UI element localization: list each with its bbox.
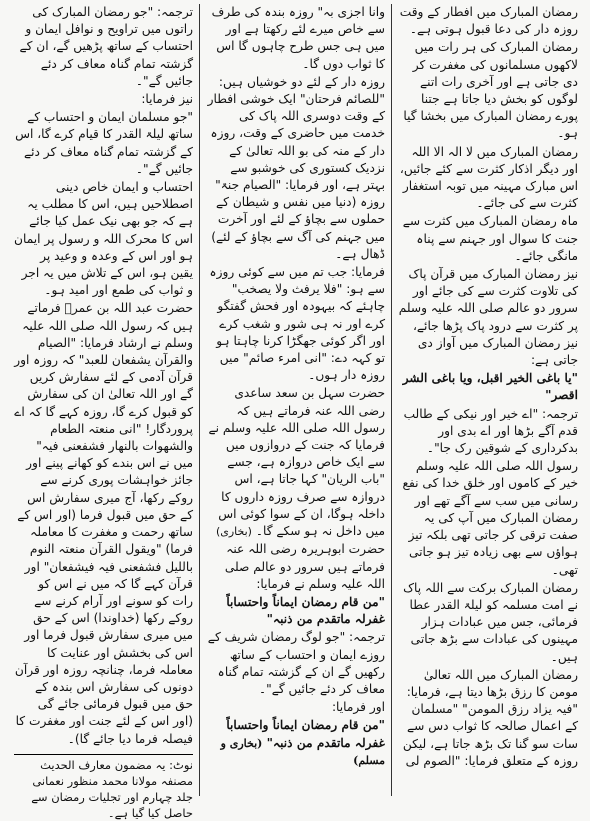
translation: ترجمہ: "اے خیر اور نیکی کے طالب قدم آگے بڑھا اور اے بدی اور بدکرداری کے شوقین رک جا"۔ [403,406,578,456]
paragraph: "جو مسلمان ایمان و احتساب کے ساتھ لیلۃ القدر کا قیام کرے گا، اس کے گزشتہ تمام گناہ معاف کر دئے جائیں گے"۔ [15,110,193,176]
paragraph: نیز رمضان المبارک میں قرآن پاک کی تلاوت کثرت سے کی جائے اور سرور دو عالم صلی اللہ علیہ وسلم پر کثرت سے درود پاک پڑھا جائے، نیز رمضان المبارک میں آواز دی جاتی ہے: [398,267,578,368]
column-middle [200,4,392,796]
reference-label: (بخاری و مسلم) [220,736,385,767]
paragraph: احتساب و ایمان خاص دینی اصطلاحیں ہیں، اس کا مطلب یہ ہے کہ جو بھی نیک عمل کیا جائے اس کا محرک اللہ و رسول پر ایمان ہو اور اس کے وعدہ و وعید پر یقین ہو، اس کے تلاش میں یہ اجر و ثواب کی طمع اور امید ہو۔ [14,180,193,298]
paragraph-text: حضرت سہل بن سعد ساعدی رضی اللہ عنہ فرماتے ہیں کہ رسول اللہ صلی اللہ علیہ وسلم نے فرمایا کہ جنت کے دروازوں میں سے ایک خاص دروازہ ہے، جسے "باب الریان" کہا جاتا ہے، اس دروازہ سے صرف روزہ داروں کا داخلہ ہوگا، ان کے سوا کوئی اس میں داخل نہ ہو سکے گا۔ [208,386,385,539]
paragraph: رمضان المبارک میں لا الہ الا اللہ اور دیگر اذکار کثرت سے کئے جائیں، اس مبارک مہینہ میں توبہ استغفار کثرت سے کی جائے۔ [399,144,578,211]
paragraph [206,385,385,540]
translation: ترجمہ: "جو لوگ رمضان شریف کے روزے ایمان و احتساب کے ساتھ رکھیں گے ان کے گزشتہ تمام گناہ معاف کر دئے جائیں گے"۔ [207,630,385,696]
paragraph: رمضان المبارک میں افطار کے وقت روزہ دار کی دعا قبول ہوتی ہے۔ [399,5,578,37]
paragraph: حضرت عبد اللہ بن عمرؓ فرماتے ہیں کہ رسول اللہ صلی اللہ علیہ وسلم نے ارشاد فرمایا: "الصیام والقرآن یشفعان للعبد" کہ روزہ اور قرآن آدمی کے لئے سفارش کریں گے اور اللہ تعالیٰ ان کی سفارش کو قبول کرے گا، روزہ کہے گا کہ اے پروردگار! "انی منعتہ الطعام والشھوات بالنھار فشفعنی فیہ" میں نے اس بندے کو کھانے پینے اور جائز خواہشات پوری کرنے سے روکے رکھا، آج میری سفارش اس کے حق میں قبول فرما (اور اس کے ساتھ رحمت و مغفرت کا معاملہ فرما) "ویقول القرآن منعتہ النوم باللیل فشفعنی فیہ فیشفعان" اور قرآن کہے گا کہ میں نے اس کو رات کو سونے اور آرام کرنے سے روکے رکھا (خداوندا) اس کے حق میں میری سفارش قبول فرما اور اس کی بخشش اور عنایت کا معاملہ فرما، چنانچہ روزہ اور قرآن دونوں کی سفارش اس بندہ کے حق میں قبول فرمائی جائے گی (اور اس کے لئے جنت اور مغفرت کا فیصلہ فرما دیا جائے گا)۔ [14,301,193,746]
paragraph: روزہ دار کے لئے دو خوشیاں ہیں: "للصائم فرحتان" ایک خوشی افطار کے وقت دوسری اللہ پاک کی خدمت میں حاضری کے وقت، روزہ دار کے منہ کی بو اللہ تعالیٰ کے نزدیک کستوری کی خوشبو سے بہتر ہے، اور فرمایا: "الصیام جنۃ" روزہ (دنیا میں نفس و شیطان کے حملوں سے بچاؤ کے لئے اور آخرت میں جہنم کی آگ سے بچاؤ کے لئے) ڈھال ہے۔ [207,74,385,261]
translation: ترجمہ: "جو رمضان المبارک کی راتوں میں تراویح و نوافل ایمان و احتساب کے ساتھ پڑھیں گے، ان کے گزشتہ تمام گناہ معاف کر دئے جائیں گے"۔ [19,5,193,88]
paragraph: نیز فرمایا: [141,92,193,107]
arabic-quote: "یا باغی الخیر اقبل، ویا باغی الشر اقصر" [402,371,578,403]
column-left [8,4,200,820]
footnote: نوٹ: یہ مضمون معارف الحدیث مصنفہ مولانا محمد منظور نعمانی جلد چہارم اور تجلیات رمضان سے حاصل کیا گیا ہے۔ [14,754,193,821]
arabic-quote: "من قام رمضان ایماناً واحتساباً غفرلہ ماتقدم من ذنبہ" [226,594,385,627]
paragraph: رمضان المبارک کی ہر رات میں لاکھوں مسلمانوں کی مغفرت کر دی جاتی ہے اور آخری رات اتنے لوگوں کو بخش دیا جاتا ہے جتنا پورے رمضان المبارک میں بخشا گیا ہو۔ [403,40,578,141]
arabic-quote [206,717,385,769]
column-right [392,4,584,796]
paragraph: ماہ رمضان المبارک میں کثرت سے جنت کا سوال اور جہنم سے پناہ مانگی جائے۔ [402,214,578,263]
paragraph: فرمایا: جب تم میں سے کوئی روزہ سے ہو: "فلا یرفث ولا یصخب" چاہئے کہ بیہودہ اور فحش گفتگو کرے اور نہ ہی شور و شغب کرے اور اگر کوئی جھگڑا کرنا چاہتا ہو تو کہہ دے: "انی امرء صائم" میں روزہ دار ہوں۔ [209,265,385,383]
paragraph: رمضان المبارک برکت سے اللہ پاک نے امت مسلمہ کو لیلۃ القدر عطا فرمائی، جس میں عبادات ہزار مہینوں کی عبادات سے بڑھ جاتی ہیں۔ [403,580,578,664]
paragraph: رمضان المبارک میں اللہ تعالیٰ مومن کا رزق بڑھا دیتا ہے، فرمایا: "فیہ یزاد رزق المومن" "مسلمان کے اعمال صالحہ کا ثواب دس سے سات سو گنا تک بڑھ جاتا ہے، لیکن روزہ کے متعلق فرمایا: "الصوم لی [402,667,578,768]
reference-label: (بخاری) [215,525,252,539]
paragraph: اور فرمایا: [331,700,385,715]
paragraph: وانا اجزی بہ" روزہ بندہ کی طرف سے خاص میرے لئے رکھتا ہے اور میں ہی جس طرح چاہوں گا اس کا ثواب دوں گا۔ [211,5,385,71]
quote-text: "من قام رمضان ایماناً واحتساباً غفرلہ ماتقدم من ذنبہ" [226,718,385,750]
paragraph: حضرت ابوہریرہ رضی اللہ عنہ فرماتے ہیں سرور دو عالم صلی اللہ علیہ وسلم نے فرمایا: [224,542,385,591]
paragraph: رسول اللہ صلی اللہ علیہ وسلم خیر کے کاموں اور خلق خدا کی نفع رسانی میں سب سے آگے تھے اور رمضان المبارک میں آپ کی یہ صفت ترقی کر جاتی تھی بلکہ تیز ہواؤں سے بھی زیادہ تیز ہو جاتی تھی۔ [402,459,578,577]
